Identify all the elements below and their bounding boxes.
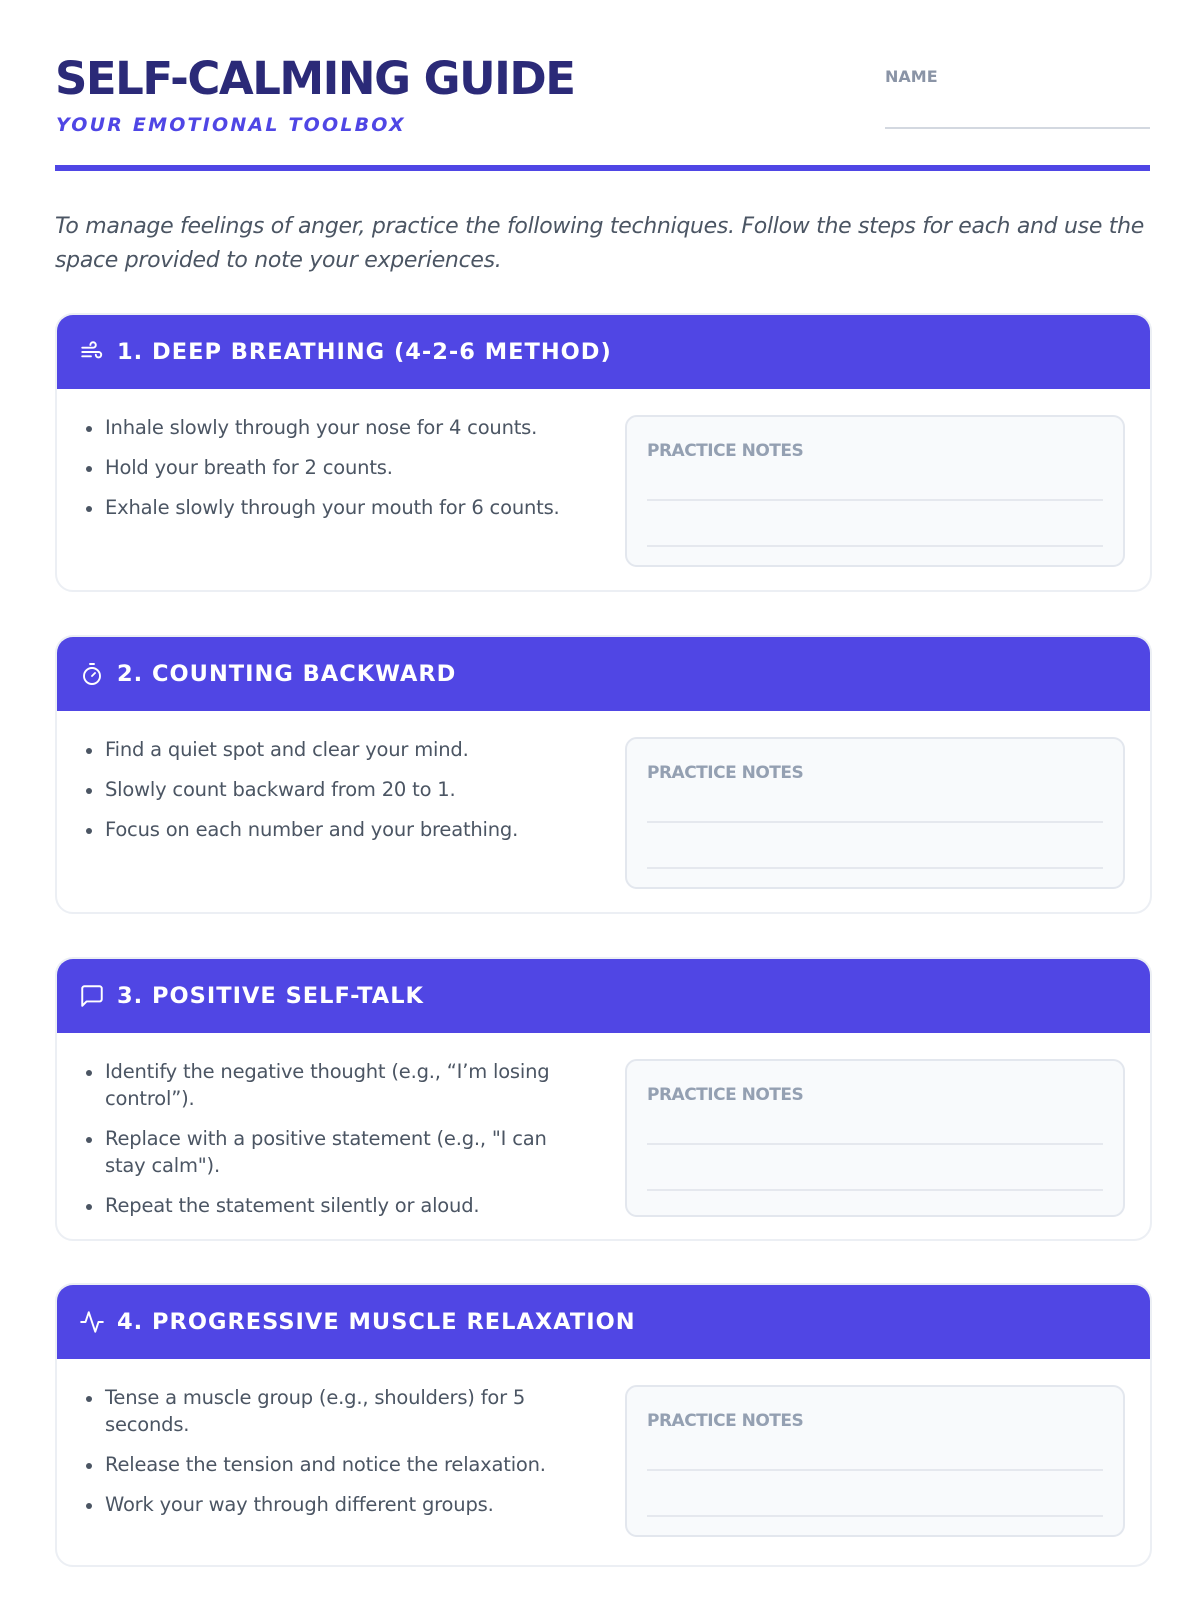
name-label: NAME	[885, 67, 938, 86]
practice-notes-label: PRACTICE NOTES	[647, 763, 804, 783]
list-item: Hold your breath for 2 counts.	[84, 454, 564, 481]
notes-writing-line[interactable]	[647, 545, 1103, 547]
notes-writing-line[interactable]	[647, 821, 1103, 823]
card-header	[57, 315, 1150, 389]
steps-list	[84, 414, 564, 534]
card-title: 2. COUNTING BACKWARD	[117, 661, 457, 687]
list-item: Focus on each number and your breathing.	[84, 816, 564, 843]
card-header	[57, 637, 1150, 711]
practice-notes-box[interactable]	[625, 415, 1125, 567]
steps-list	[84, 1384, 564, 1531]
wind-icon	[77, 337, 107, 367]
notes-writing-line[interactable]	[647, 499, 1103, 501]
steps-list	[84, 1058, 564, 1232]
list-item: Inhale slowly through your nose for 4 counts.	[84, 414, 564, 441]
card-title: 1. DEEP BREATHING (4-2-6 METHOD)	[117, 339, 612, 365]
page-subtitle: YOUR EMOTIONAL TOOLBOX	[56, 114, 406, 136]
card-header	[57, 959, 1150, 1033]
notes-writing-line[interactable]	[647, 1515, 1103, 1517]
card-header	[57, 1285, 1150, 1359]
technique-card-counting-backward	[55, 635, 1152, 914]
technique-card-progressive-muscle-relaxation	[55, 1283, 1152, 1567]
intro-text: To manage feelings of anger, practice the following techniques. Follow the steps for each and use the space provided to note your experiences.	[55, 214, 1144, 273]
notes-writing-line[interactable]	[647, 1143, 1103, 1145]
technique-card-deep-breathing	[55, 313, 1152, 592]
list-item: Replace with a positive statement (e.g., "I can stay calm").	[84, 1125, 564, 1179]
card-title: 3. POSITIVE SELF-TALK	[117, 983, 424, 1009]
technique-card-positive-self-talk	[55, 957, 1152, 1241]
worksheet-header	[55, 50, 1150, 170]
card-title: 4. PROGRESSIVE MUSCLE RELAXATION	[117, 1309, 636, 1335]
practice-notes-box[interactable]	[625, 1059, 1125, 1217]
timer-icon	[77, 659, 107, 689]
practice-notes-box[interactable]	[625, 1385, 1125, 1537]
list-item: Release the tension and notice the relaxation.	[84, 1451, 564, 1478]
list-item: Find a quiet spot and clear your mind.	[84, 736, 564, 763]
list-item: Work your way through different groups.	[84, 1491, 564, 1518]
steps-list	[84, 736, 564, 856]
practice-notes-label: PRACTICE NOTES	[647, 1411, 804, 1431]
activity-icon	[77, 1307, 107, 1337]
header-divider	[55, 165, 1150, 171]
list-item: Identify the negative thought (e.g., “I’m losing control”).	[84, 1058, 564, 1112]
practice-notes-label: PRACTICE NOTES	[647, 441, 804, 461]
message-square-icon	[77, 981, 107, 1011]
list-item: Tense a muscle group (e.g., shoulders) for 5 seconds.	[84, 1384, 564, 1438]
notes-writing-line[interactable]	[647, 1189, 1103, 1191]
name-field-line[interactable]	[885, 127, 1150, 129]
notes-writing-line[interactable]	[647, 867, 1103, 869]
notes-writing-line[interactable]	[647, 1469, 1103, 1471]
page-title: SELF-CALMING GUIDE	[55, 52, 575, 105]
list-item: Exhale slowly through your mouth for 6 counts.	[84, 494, 564, 521]
practice-notes-label: PRACTICE NOTES	[647, 1085, 804, 1105]
list-item: Repeat the statement silently or aloud.	[84, 1192, 564, 1219]
practice-notes-box[interactable]	[625, 737, 1125, 889]
list-item: Slowly count backward from 20 to 1.	[84, 776, 564, 803]
